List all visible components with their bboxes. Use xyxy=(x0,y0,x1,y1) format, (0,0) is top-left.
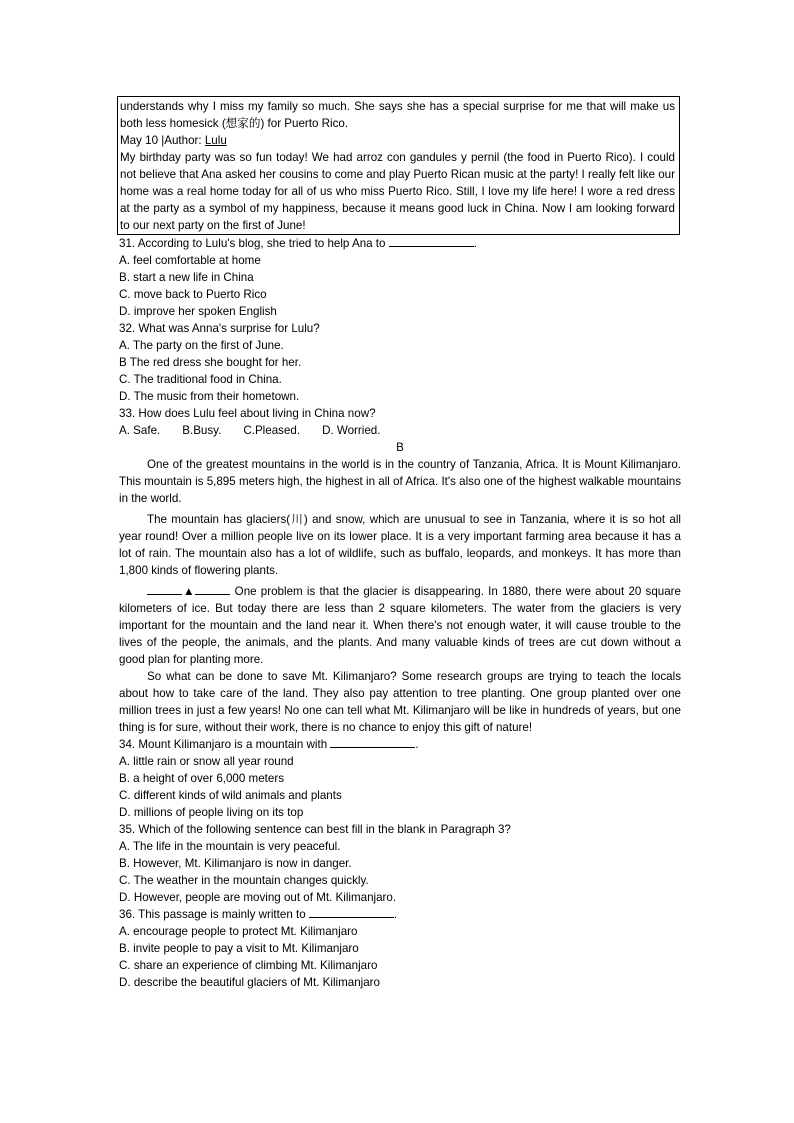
question-34: 34. Mount Kilimanjaro is a mountain with . xyxy=(119,738,419,751)
option: A. little rain or snow all year round xyxy=(119,755,294,768)
option: B The red dress she bought for her. xyxy=(119,356,302,369)
fill-blank xyxy=(195,583,230,595)
entry-author: Lulu xyxy=(204,134,227,147)
passage-paragraph-1: One of the greatest mountains in the world is in the country of Tanzania, Africa. It is Mount Kilimanjaro. This mountain is 5,895 meters high, the highest in all of Africa. It's also one of the highest walkable mountains in the world. xyxy=(119,458,681,505)
answer-blank[interactable] xyxy=(330,736,415,748)
option: C. The traditional food in China. xyxy=(119,373,282,386)
triangle-marker-icon: ▲ xyxy=(182,585,196,598)
question-35: 35. Which of the following sentence can best fill in the blank in Paragraph 3? xyxy=(119,823,511,836)
fill-blank xyxy=(147,583,182,595)
option: B. a height of over 6,000 meters xyxy=(119,772,284,785)
blog-box xyxy=(117,96,680,235)
option: D. However, people are moving out of Mt. Kilimanjaro. xyxy=(119,891,397,904)
option: D. The music from their hometown. xyxy=(119,390,300,403)
option: A. The party on the first of June. xyxy=(119,339,284,352)
option: D. millions of people living on its top xyxy=(119,806,304,819)
option: B. start a new life in China xyxy=(119,271,254,284)
option: C. move back to Puerto Rico xyxy=(119,288,267,301)
inline-options xyxy=(119,422,681,439)
section-letter: B xyxy=(396,441,404,454)
question-32: 32. What was Anna's surprise for Lulu? xyxy=(119,322,320,335)
option: D. Worried. xyxy=(322,424,381,437)
passage-paragraph-2: The mountain has glaciers(川) and snow, which are unusual to see in Tanzania, where it is so hot all year round! Over a million people live on its lower place. It is a very important farming area because it has a lot of rain. The mountain also has a lot of wildlife, such as buffalo, leopards, and monkeys. It has more than 1,800 kinds of flowering plants. xyxy=(119,513,681,577)
question-36: 36. This passage is mainly written to . xyxy=(119,908,398,921)
option: A. encourage people to protect Mt. Kilimanjaro xyxy=(119,925,358,938)
option: C. share an experience of climbing Mt. Kilimanjaro xyxy=(119,959,378,972)
option: A. Safe. xyxy=(119,424,161,437)
option: C. different kinds of wild animals and plants xyxy=(119,789,342,802)
answer-blank[interactable] xyxy=(309,906,394,918)
option: B. However, Mt. Kilimanjaro is now in danger. xyxy=(119,857,352,870)
passage-paragraph-3: ▲ One problem is that the glacier is disappearing. In 1880, there were about 20 square kilometers of ice. But today there are less than 2 square kilometers. The water from the glaciers is very important for the mountain and the land near it. When there's not enough water, it will cause trouble to the lives of the people, the animals, and the plants. And many valuable kinds of trees are cut down without a good plan for planting more. xyxy=(119,585,681,666)
document-page xyxy=(119,96,681,991)
passage-paragraph-4: So what can be done to save Mt. Kilimanjaro? Some research groups are trying to teach the locals about how to take care of the land. They also pay attention to tree planting. One group planted over one million trees in just a few years! No one can tell what Mt. Kilimanjaro will be like in hundreds of years, but one thing is for sure, without their work, there is no chance to enjoy this gift of nature! xyxy=(119,670,681,734)
option: D. describe the beautiful glaciers of Mt. Kilimanjaro xyxy=(119,976,380,989)
blog-paragraph-end: understands why I miss my family so much. She says she has a special surprise for me that will make us both less homesick (想家的) for Puerto Rico. xyxy=(120,100,675,130)
option: A. The life in the mountain is very peaceful. xyxy=(119,840,341,853)
entry-date: May 10 |Author: xyxy=(120,134,205,147)
answer-blank[interactable] xyxy=(389,235,474,247)
question-33: 33. How does Lulu feel about living in China now? xyxy=(119,407,376,420)
option: A. feel comfortable at home xyxy=(119,254,261,267)
option: C.Pleased. xyxy=(243,424,301,437)
option: B.Busy. xyxy=(182,424,222,437)
blog-entry-text: My birthday party was so fun today! We had arroz con gandules y pernil (the food in Puerto Rico). I could not believe that Ana asked her cousins to come and play Puerto Rican music at the party! I really felt like our home was a real home today for all of us who miss Puerto Rico. Still, I love my life here! I wore a red dress at the party as a symbol of my happiness, because it means good luck in China. Now I am looking forward to our next party on the first of June! xyxy=(120,151,675,232)
blog-entry-header xyxy=(120,132,675,149)
question-31: 31. According to Lulu's blog, she tried to help Ana to . xyxy=(119,237,477,250)
option: D. improve her spoken English xyxy=(119,305,277,318)
option: B. invite people to pay a visit to Mt. Kilimanjaro xyxy=(119,942,359,955)
option: C. The weather in the mountain changes quickly. xyxy=(119,874,369,887)
